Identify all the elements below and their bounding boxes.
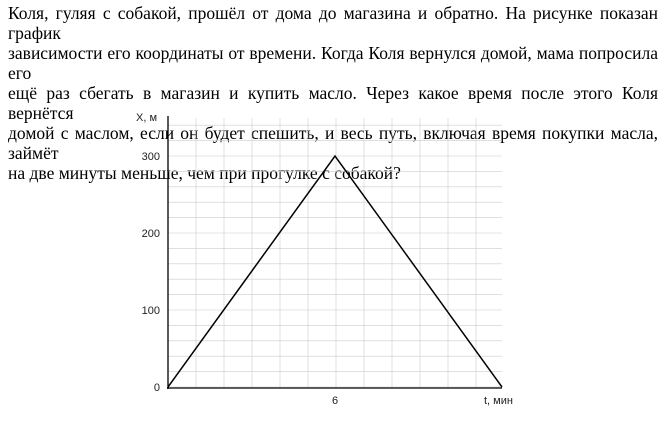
- x-axis-label: t, мин: [484, 395, 513, 407]
- problem-line: ещё раз сбегать в магазин и купить масло. Через какое время после этого Коля вернётся: [8, 83, 658, 123]
- y-tick-label: 100: [141, 305, 160, 317]
- y-tick-label: 0: [153, 382, 160, 394]
- position-series-line: [168, 156, 502, 387]
- y-axis-label: X, м: [136, 112, 158, 124]
- y-tick-label: 300: [141, 151, 160, 163]
- y-tick-label: 200: [141, 228, 160, 240]
- problem-line: домой с маслом, если он будет спешить, и весь путь, включая время покупки масла, займёт: [8, 123, 658, 163]
- problem-line: зависимости его координаты от времени. Когда Коля вернулся домой, мама попросила его: [8, 43, 658, 83]
- problem-line: на две минуты меньше, чем при прогулке с собакой?: [8, 163, 401, 183]
- problem-line: Коля, гуляя с собакой, прошёл от дома до магазина и обратно. На рисунке показан график: [8, 3, 658, 43]
- x-tick-label: 6: [331, 395, 339, 407]
